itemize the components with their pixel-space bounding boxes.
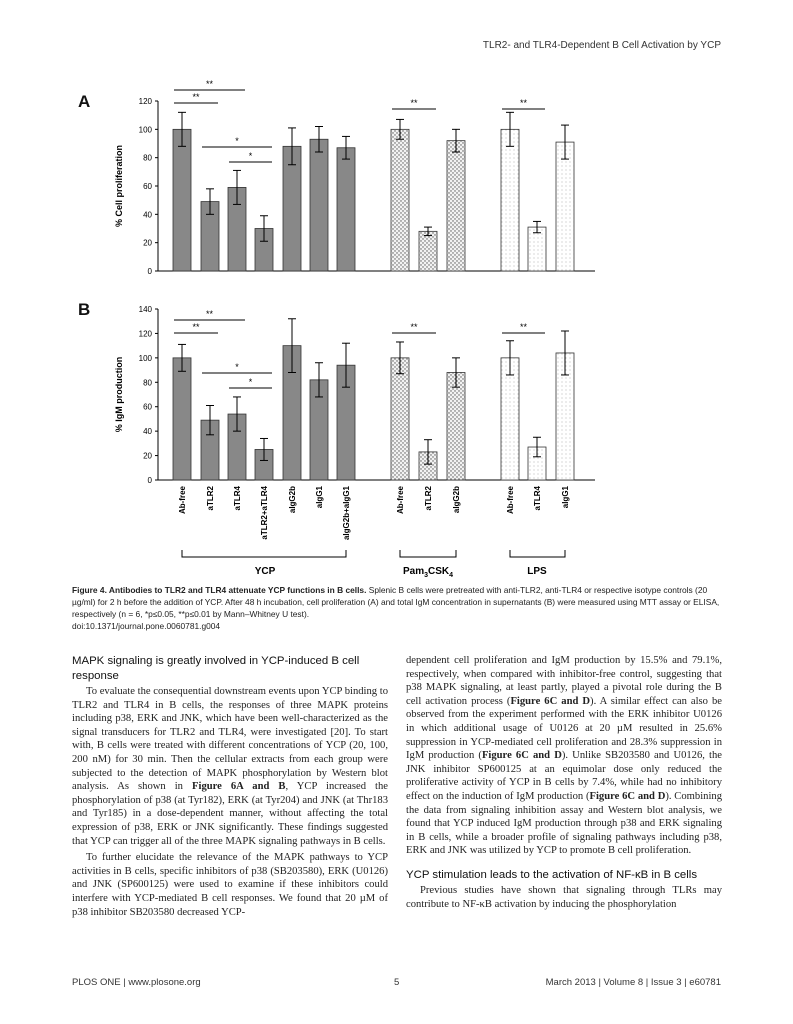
- y-tick-label: 80: [143, 153, 152, 163]
- y-tick-label: 40: [143, 210, 152, 220]
- paragraph: Previous studies have shown that signaling through TLRs may contribute to NF-κB activation by inducing the phosphorylation: [406, 885, 722, 910]
- y-tick-label: 80: [143, 378, 152, 388]
- y-axis-label: % Cell proliferation: [114, 144, 124, 228]
- caption-text: Splenic B cells were pretreated with anti-TLR2, anti-TLR4 or respective isotype controls (20 µg/ml) for 2 h before the addition of YCP. After 48 h incubation, cell proliferation (A) and total IgM concentration in supernatants (B) were measured using MTT assay or ELISA, respectively (n = 6, *p≤0.05, **p≤0.01 by Mann–Whitney U test).: [72, 585, 720, 619]
- significance-mark: *: [235, 136, 239, 146]
- section-title-nfkb: YCP stimulation leads to the activation of NF-κB in B cells: [406, 868, 698, 881]
- group-label: YCP: [254, 566, 276, 577]
- significance-mark: **: [519, 98, 528, 108]
- figure-ref[interactable]: Figure 6C and D: [481, 750, 562, 762]
- y-tick-label: 0: [147, 476, 152, 485]
- figure-caption: [72, 584, 722, 632]
- bar: [173, 129, 191, 271]
- bar: [528, 227, 546, 271]
- x-tick-label: aTLR2+aTLR4: [260, 486, 269, 540]
- significance-mark: *: [235, 362, 239, 372]
- left-column: [72, 654, 388, 922]
- y-tick-label: 20: [143, 451, 152, 461]
- bar: [419, 231, 437, 271]
- group-bracket: [400, 550, 456, 557]
- significance-mark: **: [192, 92, 200, 102]
- significance-mark: *: [248, 377, 253, 387]
- y-tick-label: 120: [138, 329, 152, 339]
- section-title-mapk: MAPK signaling is greatly involved in YCP-induced B cell response: [72, 655, 360, 682]
- bar: [337, 148, 355, 271]
- significance-mark: **: [192, 322, 200, 332]
- group-bracket: [510, 550, 565, 557]
- paragraph: To evaluate the consequential downstream events upon YCP binding to TLR2 and TLR4 in B cells, the responses of three MAPK proteins including p38, ERK and JNK, which have been well-characterized as the signal transducers for TLR2 and TLR4, were investigated [20]. To start with, B cells were treated with different concentrations of YCP (20, 100, 200 nM) for 30 min. Then the cellular extracts from each group were subjected to the detection of MAPK phosphorylation by Western blot analysis. As shown in Figure 6A and B, YCP increased the phosphorylation of p38 (at Tyr182), ERK (at Tyr204) and JNK (at Thr183 and Tyr185) in a dose-dependent manner, without affecting the total expression of p38, ERK or JNK significantly. These findings suggested that YCP can trigger all of the three MAPK signaling pathways in B cells.: [72, 686, 388, 847]
- caption-doi: doi:10.1371/journal.pone.0060781.g004: [72, 621, 221, 631]
- paragraph: dependent cell proliferation and IgM production by 15.5% and 79.1%, respectively, when compared with inhibitor-free control, suggesting that p38 MAPK signaling, at least partly, played a pivotal role during the B cell activation process (Figure 6C and D). A similar effect can also be observed from the experiment performed with the ERK inhibitor U0126 in which additional usage of U0126 at 20 µM resulted in 25.6% suppression in YCP-mediated cell proliferation and 28.3% suppression in IgM production (Figure 6C and D). Unlike SB203580 and U0126, the JNK inhibitor SP600125 at an equimolar dose only reduced the proliferative activity of YCP in B cells by 7.4%, while had no inhibitory effect on the induction of IgM production (Figure 6C and D). Combining the data from signaling inhibition assay and Western blot analysis, we found that YCP induced IgM production through p38 and ERK signaling in B cells, while a broader profile of signaling pathways including p38, ERK and JNK was utilized by YCP to promote B cell proliferation.: [406, 655, 723, 857]
- y-tick-label: 100: [138, 353, 152, 363]
- bar: [447, 141, 465, 271]
- footer-journal: PLOS ONE | www.plosone.org: [72, 977, 201, 988]
- x-tick-label: aTLR4: [533, 486, 542, 511]
- x-tick-label: aIgG2b: [452, 486, 461, 514]
- y-axis-label: % IgM production: [114, 356, 124, 433]
- bar: [501, 129, 519, 271]
- y-tick-label: 60: [143, 402, 152, 412]
- bar: [447, 373, 465, 480]
- x-tick-label: aTLR4: [233, 486, 242, 511]
- group-label: $Pam_3CSK_4$: [402, 566, 454, 579]
- y-tick-label: 120: [138, 97, 152, 106]
- y-tick-label: 100: [138, 125, 152, 135]
- right-column: [406, 654, 722, 915]
- x-tick-label: aIgG2b: [288, 486, 297, 514]
- panel-a-label: A: [78, 92, 91, 111]
- footer-issue: March 2013 | Volume 8 | Issue 3 | e60781: [545, 977, 721, 988]
- group-label: LPS: [527, 566, 547, 577]
- bar: [501, 358, 519, 480]
- bar: [391, 129, 409, 271]
- y-tick-label: 0: [147, 267, 152, 276]
- figure-ref[interactable]: Figure 6C and D: [589, 790, 666, 802]
- y-tick-label: 20: [143, 238, 152, 248]
- x-tick-label: Ab-free: [506, 486, 515, 515]
- bar: [556, 142, 574, 271]
- y-tick-label: 140: [138, 305, 152, 314]
- x-tick-label: Ab-free: [396, 486, 405, 515]
- figure-ref[interactable]: Figure 6C and D: [510, 695, 591, 707]
- bar: [310, 139, 328, 271]
- figure-ref[interactable]: Figure 6A and B: [192, 781, 286, 793]
- significance-mark: *: [248, 151, 253, 161]
- significance-mark: **: [205, 79, 214, 89]
- x-tick-label: aTLR2: [424, 486, 433, 511]
- paragraph: To further elucidate the relevance of the MAPK pathways to YCP activities in B cells, specific inhibitors of p38 (SB203580), ERK (U0126) and JNK (SP600125) were used to examine if these inhibitors could interfere with YCP-mediated B cell responses. We found that 20 µM of p38 inhibitor SB203580 decreased YCP-: [72, 852, 388, 918]
- significance-mark: **: [410, 322, 418, 332]
- panel-b-label: B: [78, 300, 91, 319]
- x-tick-label: aIgG1: [561, 486, 570, 509]
- x-tick-label: aIgG1: [315, 486, 324, 509]
- x-tick-label: aIgG2b+aIgG1: [342, 486, 351, 541]
- y-tick-label: 40: [143, 427, 152, 437]
- caption-label: Figure 4. Antibodies to TLR2 and TLR4 attenuate YCP functions in B cells.: [72, 585, 367, 595]
- group-bracket: [182, 550, 346, 557]
- footer-page-number: 5: [394, 977, 400, 988]
- significance-mark: **: [410, 98, 418, 108]
- running-header: TLR2- and TLR4-Dependent B Cell Activation by YCP: [482, 40, 721, 51]
- significance-mark: **: [205, 309, 214, 319]
- y-tick-label: 60: [143, 182, 152, 191]
- significance-mark: **: [519, 322, 528, 332]
- bar: [173, 358, 191, 480]
- x-tick-label: Ab-free: [178, 486, 187, 515]
- x-tick-label: aTLR2: [206, 486, 215, 511]
- bar: [391, 358, 409, 480]
